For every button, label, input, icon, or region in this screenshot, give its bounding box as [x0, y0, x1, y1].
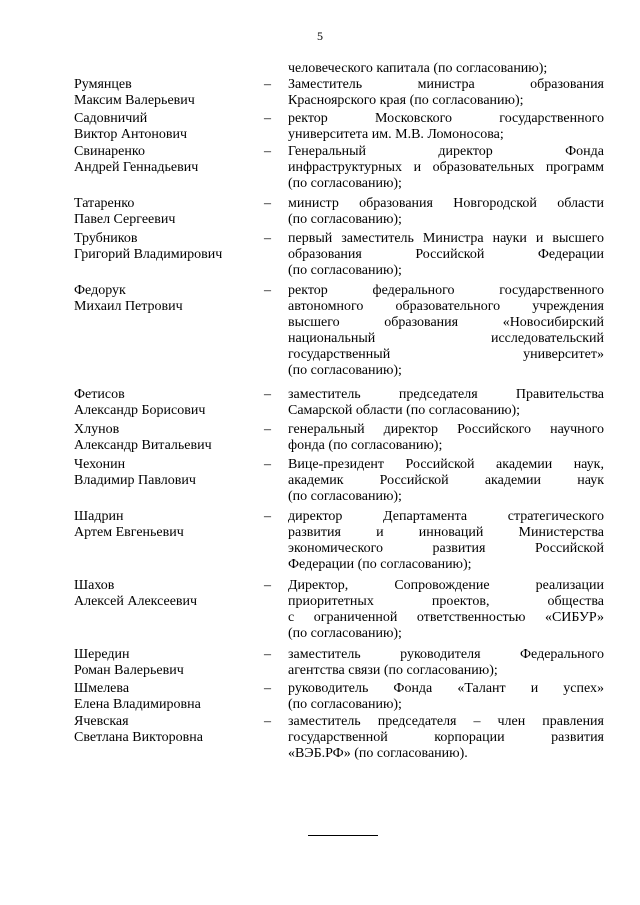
member-given-names: Александр Борисович [74, 403, 206, 418]
position-line: «ВЭБ.РФ» (по согласованию). [288, 746, 468, 761]
member-position [288, 231, 604, 279]
dash-separator: – [264, 714, 271, 729]
position-line: (по согласованию); [288, 176, 402, 191]
position-line: фонда (по согласованию); [288, 438, 443, 453]
member-surname: Свинаренко [74, 144, 145, 159]
member-surname: Шадрин [74, 509, 124, 524]
position-line: (по согласованию); [288, 697, 402, 712]
position-line: ректор Московского государственного [288, 111, 604, 126]
position-line: Самарской области (по согласованию); [288, 403, 521, 418]
position-line: развития и инноваций Министерства [288, 525, 604, 540]
member-name [74, 647, 259, 679]
position-line: экономического развития Российской [288, 541, 604, 556]
position-line: ректор федерального государственного [288, 283, 604, 298]
position-line: Вице-президент Российской академии наук, [288, 457, 604, 472]
dash-separator: – [264, 509, 271, 524]
member-surname: Фетисов [74, 387, 125, 402]
dash-separator: – [264, 422, 271, 437]
position-line: национальный исследовательский [288, 331, 604, 346]
position-line: (по согласованию); [288, 626, 402, 641]
position-line: государственный университет» [288, 347, 604, 362]
member-surname: Федорук [74, 283, 126, 298]
position-line: (по согласованию); [288, 489, 402, 504]
position-line: (по согласованию); [288, 363, 402, 378]
member-position [288, 422, 604, 454]
position-line: университета им. М.В. Ломоносова; [288, 127, 504, 142]
position-line: заместитель председателя – член правления [288, 714, 604, 729]
member-position [288, 457, 604, 505]
position-line: академик Российской академии наук [288, 473, 604, 488]
member-name [74, 196, 259, 228]
position-line: с ограниченной ответственностью «СИБУР» [288, 610, 604, 625]
member-given-names: Елена Владимировна [74, 697, 201, 712]
member-surname: Румянцев [74, 77, 132, 92]
member-given-names: Андрей Геннадьевич [74, 160, 199, 175]
dash-separator: – [264, 457, 271, 472]
member-given-names: Павел Сергеевич [74, 212, 176, 227]
member-position [288, 77, 604, 109]
member-surname: Шмелева [74, 681, 130, 696]
member-position [288, 714, 604, 762]
position-line: высшего образования «Новосибирский [288, 315, 604, 330]
position-line: инфраструктурных и образовательных программ [288, 160, 604, 175]
position-line: Генеральный директор Фонда [288, 144, 604, 159]
member-given-names: Артем Евгеньевич [74, 525, 184, 540]
member-name [74, 422, 259, 454]
member-surname: Ячевская [74, 714, 129, 729]
member-surname: Шередин [74, 647, 130, 662]
member-given-names: Виктор Антонович [74, 127, 188, 142]
position-line: директор Департамента стратегического [288, 509, 604, 524]
member-name [74, 283, 259, 315]
member-name [74, 231, 259, 263]
continued-text-line: человеческого капитала (по согласованию); [288, 61, 548, 76]
member-surname: Татаренко [74, 196, 135, 211]
dash-separator: – [264, 283, 271, 298]
dash-separator: – [264, 231, 271, 246]
position-line: генеральный директор Российского научного [288, 422, 604, 437]
member-position [288, 578, 604, 642]
member-surname: Трубников [74, 231, 138, 246]
member-position [288, 647, 604, 679]
end-of-list-rule [308, 835, 378, 836]
position-line: Федерации (по согласованию); [288, 557, 472, 572]
member-name [74, 111, 259, 143]
member-position [288, 196, 604, 228]
position-line: автономного образовательного учреждения [288, 299, 604, 314]
member-given-names: Владимир Павлович [74, 473, 196, 488]
position-line: образования Российской Федерации [288, 247, 604, 262]
member-name [74, 144, 259, 176]
dash-separator: – [264, 681, 271, 696]
member-position [288, 283, 604, 379]
member-given-names: Максим Валерьевич [74, 93, 195, 108]
position-line: приоритетных проектов, общества [288, 594, 604, 609]
position-line: государственной корпорации развития [288, 730, 604, 745]
member-surname: Садовничий [74, 111, 148, 126]
member-position [288, 387, 604, 419]
position-line: первый заместитель Министра науки и высшего [288, 231, 604, 246]
member-position [288, 509, 604, 573]
member-name [74, 681, 259, 713]
position-line: агентства связи (по согласованию); [288, 663, 498, 678]
member-surname: Чехонин [74, 457, 126, 472]
dash-separator: – [264, 387, 271, 402]
member-given-names: Александр Витальевич [74, 438, 212, 453]
position-line: министр образования Новгородской области [288, 196, 604, 211]
member-position [288, 111, 604, 143]
member-name [74, 578, 259, 610]
member-given-names: Михаил Петрович [74, 299, 183, 314]
dash-separator: – [264, 77, 271, 92]
position-line: Красноярского края (по согласованию); [288, 93, 524, 108]
dash-separator: – [264, 196, 271, 211]
member-given-names: Григорий Владимирович [74, 247, 223, 262]
member-name [74, 77, 259, 109]
member-given-names: Роман Валерьевич [74, 663, 184, 678]
member-name [74, 457, 259, 489]
dash-separator: – [264, 647, 271, 662]
dash-separator: – [264, 144, 271, 159]
member-surname: Шахов [74, 578, 115, 593]
dash-separator: – [264, 578, 271, 593]
position-line: заместитель председателя Правительства [288, 387, 604, 402]
position-line: (по согласованию); [288, 263, 402, 278]
member-name [74, 714, 259, 746]
position-line: (по согласованию); [288, 212, 402, 227]
dash-separator: – [264, 111, 271, 126]
member-name [74, 387, 259, 419]
position-line: заместитель руководителя Федерального [288, 647, 604, 662]
member-given-names: Алексей Алексеевич [74, 594, 198, 609]
member-given-names: Светлана Викторовна [74, 730, 203, 745]
position-line: Директор, Сопровождение реализации [288, 578, 604, 593]
member-position [288, 144, 604, 192]
member-surname: Хлунов [74, 422, 120, 437]
position-line: Заместитель министра образования [288, 77, 604, 92]
member-name [74, 509, 259, 541]
position-line: руководитель Фонда «Талант и успех» [288, 681, 604, 696]
page-number: 5 [317, 29, 323, 43]
member-position [288, 681, 604, 713]
